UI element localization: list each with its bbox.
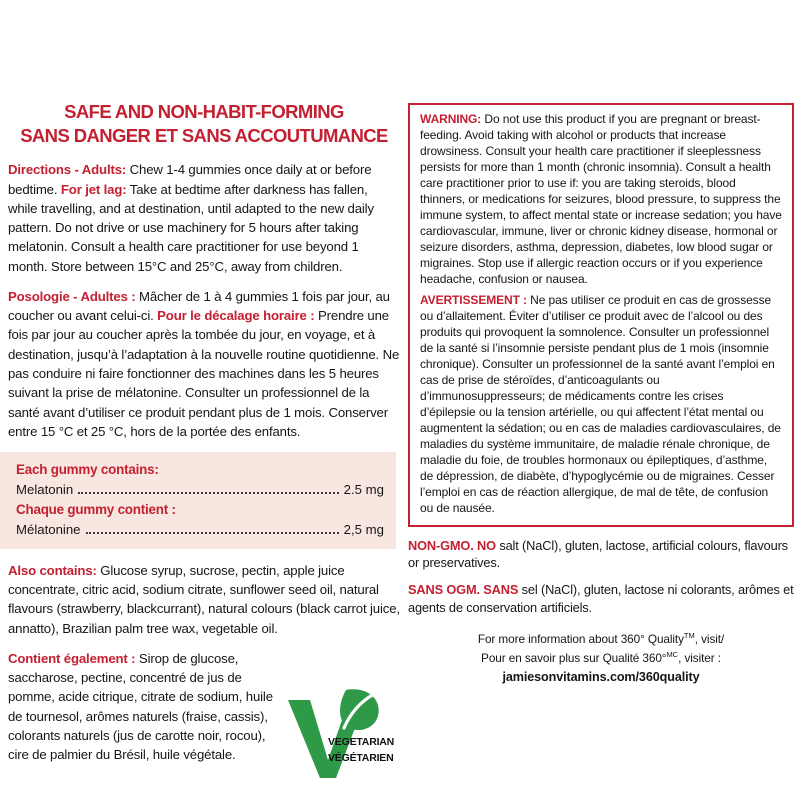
vegetarian-logo	[284, 682, 400, 782]
footer-line-en	[408, 630, 794, 649]
footer-line-fr	[408, 649, 794, 668]
more-info-footer	[408, 630, 794, 686]
non-gmo-en-body: salt (NaCl), gluten, lactose, artificial colours, flavours or preservatives.	[408, 537, 788, 571]
warning-en-paragraph	[420, 112, 782, 287]
non-gmo-claim-fr	[408, 581, 794, 616]
also-contains-en-lead: Also contains:	[8, 562, 97, 578]
non-gmo-fr-body: sel (NaCl), gluten, lactose ni colorants, arômes et agents de conservation artificiels.	[408, 582, 794, 615]
non-gmo-fr-lead: SANS OGM. SANS	[408, 582, 519, 598]
footer-line-en-text: For more information about 360° Quality	[477, 632, 684, 647]
vegetarian-caption-fr: VÉGÉTARIEN	[328, 751, 394, 764]
non-gmo-claim-en	[408, 537, 794, 572]
also-contains-fr-lead: Contient également :	[8, 650, 136, 666]
also-contains-fr-body: Sirop de glucose, saccharose, pectine, concentré de jus de pomme, acide citrique, citrate de sodium, huile de tournesol, arômes naturels (fraise, cassis), colorants naturels (jus de carotte noir, rocou), cire de palmier du Brésil, huile végétale.	[8, 650, 273, 763]
directions-en-paragraph	[8, 160, 400, 276]
directions-fr-body2: Prendre une fois par jour au coucher après la tombée du jour, en voyage, et à destination, jusqu’à l’adaptation à la nouvelle routine quotidienne. Ne pas conduire ni faire fonctionner des machines dans les 5 heures suivant la prise de mélatonine. Consulter un professionnel de la santé avant d’utiliser ce produit pendant plus de 1 mois. Conserver entre 15 °C et 25 °C, hors de la portée des enfants.	[8, 308, 400, 439]
vegetarian-captions	[328, 734, 394, 767]
warning-fr-lead: AVERTISSEMENT :	[420, 293, 527, 308]
mc-superscript: MC	[666, 650, 679, 660]
directions-fr-lead: Posologie - Adultes :	[8, 288, 136, 304]
footer-line-en-tail: , visit/	[694, 632, 725, 647]
directions-en-body1: Chew 1-4 gummies once daily at or before bedtime.	[8, 162, 372, 197]
website-url: jamiesonvitamins.com/360quality	[502, 669, 700, 684]
non-gmo-en-lead: NON-GMO. NO	[408, 537, 496, 553]
ingredient-name-fr: Mélatonine	[16, 522, 81, 538]
footer-line-fr-text: Pour en savoir plus sur Qualité 360°	[481, 650, 667, 665]
also-contains-en-body: Glucose syrup, sucrose, pectin, apple juice concentrate, citric acid, sodium citrate, sunflower seed oil, natural flavours (strawberry, blackcurrant), natural colours (black carrot juice, annatto), Brazilian palm tree wax, vegetable oil.	[8, 562, 400, 636]
directions-fr-paragraph	[8, 287, 400, 441]
warning-en-lead: WARNING:	[420, 112, 482, 126]
decalage-horaire-lead: Pour le décalage horaire :	[157, 308, 315, 324]
ingredient-name-en: Melatonin	[16, 482, 74, 498]
vegetarian-v-leaf-icon	[284, 682, 384, 782]
dotted-leader	[78, 481, 338, 494]
supplement-row-fr	[16, 520, 384, 540]
footer-line-fr-tail: , visiter :	[678, 650, 721, 665]
vegetarian-caption-en: VEGETARIAN	[328, 735, 395, 748]
directions-fr-body1: Mâcher de 1 à 4 gummies 1 fois par jour, au coucher ou avant celui-ci.	[8, 288, 390, 324]
dotted-leader	[86, 521, 339, 534]
warning-box	[408, 103, 794, 527]
headline-en: SAFE AND NON-HABIT-FORMING	[64, 101, 344, 122]
right-column	[408, 100, 794, 687]
warning-en-body: Do not use this product if you are pregnant or breast-feeding. Avoid taking with alcohol or products that increase drowsiness. Consult your health care practitioner if sleeplessness persists for more than 1 month (chronic insomnia). Consult a health care practitioner prior to use if: you are taking steroids, blood thinners, or medications for seizures, blood pressure, to suppress the immune system, to affect mental state or increase sedation; you have cardiovascular, immune, liver or chronic kidney disease, hormonal or seizure disorders, asthma, depression, diabetes, low blood sugar or migraines. Stop use if allergic reaction occurs or if you experience headache, confusion or nausea.	[420, 112, 782, 286]
supplement-row-en	[16, 480, 384, 500]
supplement-header-fr: Chaque gummy contient :	[16, 501, 176, 517]
trademark-superscript: TM	[683, 631, 695, 641]
jet-lag-lead: For jet lag:	[60, 181, 127, 197]
also-contains-fr-row	[8, 649, 400, 776]
headline	[8, 100, 400, 147]
supplement-header-en: Each gummy contains:	[16, 462, 159, 478]
left-column	[8, 100, 400, 776]
ingredient-amount-en: 2.5 mg	[343, 482, 384, 498]
headline-fr: SANS DANGER ET SANS ACCOUTUMANCE	[20, 124, 388, 146]
directions-en-body2: Take at bedtime after darkness has fallen, while travelling, and at destination, until adapted to the new daily pattern. Do not drive or use machinery for 5 hours after taking melatonin. Consult a health care practitioner for use beyond 1 month. Store between 15°C and 25°C, away from children.	[8, 181, 374, 274]
directions-en-lead: Directions - Adults:	[8, 162, 127, 178]
also-contains-fr-paragraph	[8, 649, 282, 765]
supplement-facts-box	[0, 452, 396, 549]
also-contains-en-paragraph	[8, 561, 400, 638]
ingredient-amount-fr: 2,5 mg	[343, 522, 384, 538]
warning-fr-paragraph	[420, 293, 782, 516]
warning-fr-body: Ne pas utiliser ce produit en cas de grossesse ou d’allaitement. Éviter d’utiliser ce produit avec de l’alcool ou des produits qui provoquent la somnolence. Consulter un professionnel de la santé si l’insomnie persiste pendant plus de 1 mois (insomnie chronique). Consulter un professionnel de la santé avant l’emploi en cas de prise de stéroïdes, d’anticoagulants ou d’immunosuppresseurs; de médicaments contre les crises d’épilepsie ou la tension artérielle, ou qui affectent l’état mental ou augmentent la sédation; ou en cas de maladies cardiovasculaires, de maladies du système immunitaire, de maladie rénale chronique, de maladie du foie, de troubles hormonaux ou épileptiques, d’asthme, de dépression, de diabète, d’hypoglycémie ou de migraines. Cesser l’emploi en cas de réaction allergique, de mal de tête, de confusion ou de nausée.	[420, 293, 781, 515]
